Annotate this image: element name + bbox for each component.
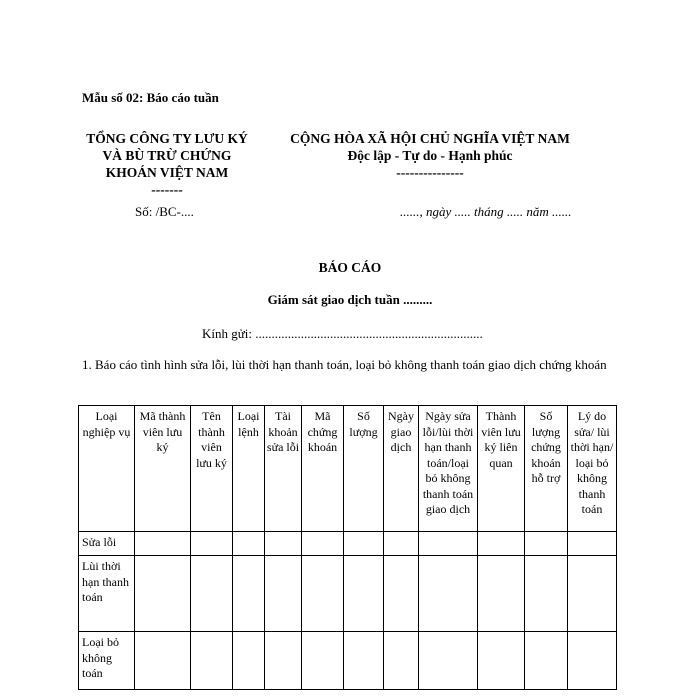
table-cell [302,556,344,632]
table-cell [478,556,525,632]
organization-divider: ------- [151,182,183,197]
organization-line: TỔNG CÔNG TY LƯU KÝ [86,131,248,146]
table-cell [384,632,419,690]
organization-line: KHOÁN VIỆT NAM [105,165,229,180]
table-cell [191,632,233,690]
column-header: Tên thành viên lưu ký [191,406,233,532]
column-header: Mã chứng khoán [302,406,344,532]
row-label: Lùi thời hạn thanh toán [79,556,135,632]
table-cell [191,556,233,632]
table-cell [525,532,568,556]
table-cell [135,532,191,556]
table-cell [419,556,478,632]
table-cell [344,632,384,690]
report-title: BÁO CÁO [318,260,382,275]
column-header: Số lượng [344,406,384,532]
national-divider: --------------- [396,165,464,180]
column-header: Số lượng chứng khoán hỗ trợ [525,406,568,532]
table-row [79,532,617,556]
table-cell [419,632,478,690]
table-cell [478,532,525,556]
table-cell [135,556,191,632]
national-title: CỘNG HÒA XÃ HỘI CHỦ NGHĨA VIỆT NAM [290,131,570,146]
table-cell [568,632,617,690]
report-table [78,405,617,690]
date-line: ......, ngày ..... tháng ..... năm ...... [400,204,572,219]
table-cell [191,532,233,556]
table-cell [265,532,302,556]
table-row [79,556,617,632]
column-header: Thành viên lưu ký liên quan [478,406,525,532]
table-cell [233,532,265,556]
national-motto: Độc lập - Tự do - Hạnh phúc [347,148,513,163]
table-cell [478,632,525,690]
table-cell [344,556,384,632]
organization-header [82,130,252,198]
document-number: Số: /BC-.... [135,204,194,219]
column-header: Ngày giao dịch [384,406,419,532]
table-cell [135,632,191,690]
table-cell [265,632,302,690]
column-header: Loại nghiệp vụ [79,406,135,532]
table-cell [419,532,478,556]
table-cell [384,556,419,632]
row-label: Sửa lỗi [79,532,135,556]
column-header: Mã thành viên lưu ký [135,406,191,532]
table-cell [568,556,617,632]
table-cell [525,632,568,690]
organization-line: VÀ BÙ TRỪ CHỨNG [102,148,232,163]
recipient-line: Kính gửi: ...................................................................... [202,326,483,341]
table-cell [525,556,568,632]
column-header: Lý do sửa/ lùi thời hạn/ loại bỏ không thanh toán [568,406,617,532]
table-cell [233,556,265,632]
form-label: Mẫu số 02: Báo cáo tuần [82,90,219,105]
table-cell [302,532,344,556]
national-header [270,130,590,181]
table-cell [384,532,419,556]
column-header: Tài khoản sửa lỗi [265,406,302,532]
table-cell [302,632,344,690]
report-subtitle: Giám sát giao dịch tuần ......... [267,292,433,307]
table-cell [344,532,384,556]
table-cell [265,556,302,632]
column-header: Ngày sửa lỗi/lùi thời hạn thanh toán/loại bỏ không thanh toán giao dịch [419,406,478,532]
row-label: Loại bỏ không toán [79,632,135,690]
table-header-row [79,406,617,532]
section-heading: 1. Báo cáo tình hình sửa lỗi, lùi thời hạn thanh toán, loại bỏ không thanh toán giao dịch chứng khoán [82,357,607,372]
table-cell [233,632,265,690]
column-header: Loại lệnh [233,406,265,532]
table-cell [568,532,617,556]
table-row [79,632,617,690]
